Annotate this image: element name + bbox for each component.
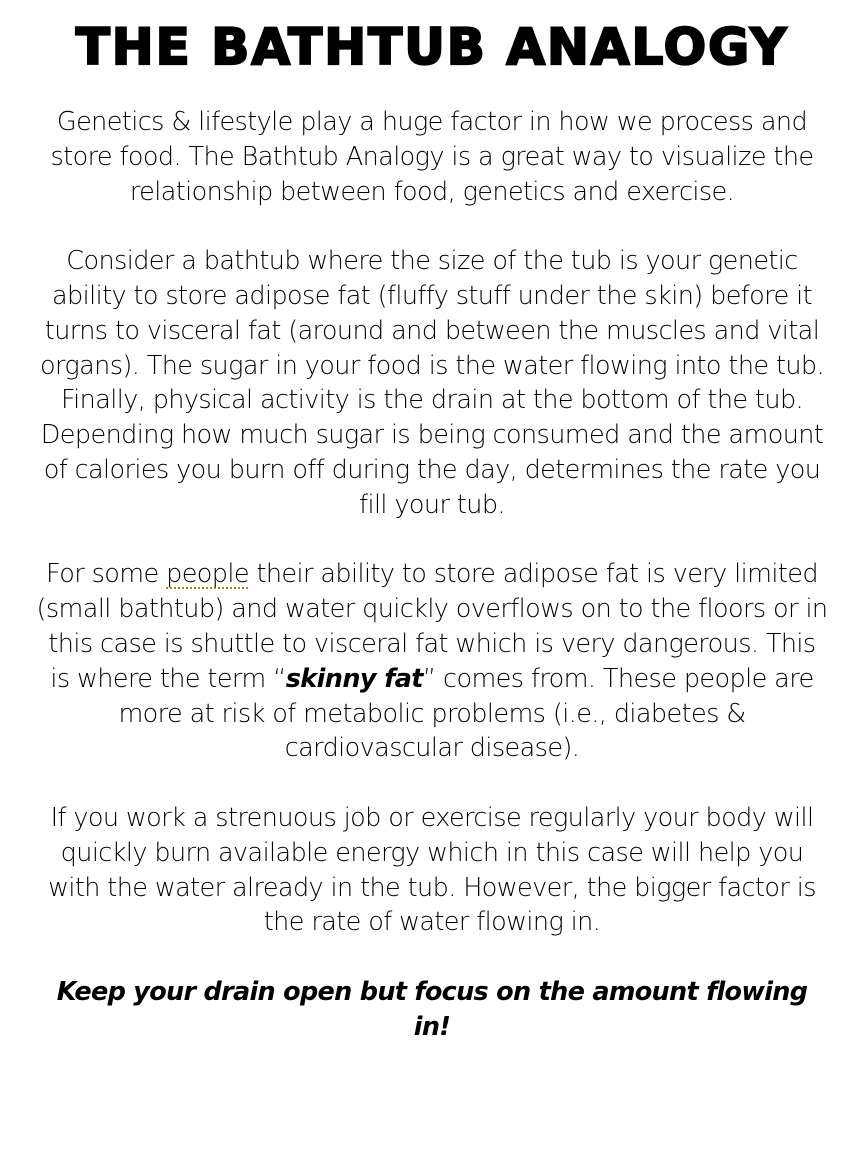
closing-takeaway: Keep your drain open but focus on the amount flowing in!	[56, 976, 808, 1042]
paragraph-genetics-intro: Genetics & lifestyle play a huge factor in how we process and store food. The Bathtub Analogy is a great way to visualize the relationship between food, genetics and exercise.	[50, 107, 814, 207]
spellcheck-flagged-word[interactable]: people	[166, 559, 249, 590]
paragraph-skinny-fat-lead: For some	[46, 559, 167, 590]
paragraph-skinny-fat	[36, 557, 828, 766]
skinny-fat-term: skinny fat	[285, 663, 423, 694]
page-title: THE BATHTUB ANALOGY	[75, 18, 789, 76]
paragraph-exercise: If you work a strenuous job or exercise regularly your body will quickly burn available energy which in this case will help you with the water already in the tub. However, the bigger factor is the rate of water flowing in.	[48, 802, 816, 938]
paragraph-skinny-fat-mid: their ability to store adipose fat is very limited (small bathtub) and water quickly overflows on to the floors or in this case is shuttle to visceral fat which is very dangerous. This is where the term “	[36, 559, 828, 694]
paragraph-bathtub-explanation: Consider a bathtub where the size of the tub is your genetic ability to store adipose fat (fluffy stuff under the skin) before it turns to visceral fat (around and between the muscles and vital organs). The sugar in your food is the water flowing into the tub. Finally, physical activity is the drain at the bottom of the tub. Depending how much sugar is being consumed and the amount of calories you burn off during the day, determines the rate you fill your tub.	[39, 246, 825, 520]
document-body	[36, 105, 828, 1079]
paragraph-skinny-fat-tail: ” comes from. These people are more at risk of metabolic problems (i.e., diabetes & cardiovascular disease).	[118, 663, 814, 764]
